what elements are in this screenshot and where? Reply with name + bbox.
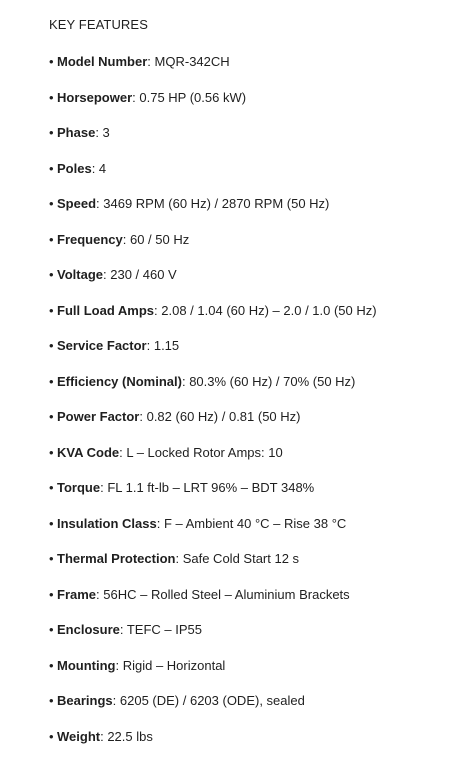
feature-item — [49, 125, 460, 141]
feature-list — [49, 54, 460, 745]
feature-item — [49, 196, 460, 212]
feature-key: Service Factor — [57, 338, 147, 353]
feature-separator: : — [175, 551, 183, 566]
bullet: • — [49, 728, 54, 744]
feature-value: 3 — [102, 125, 110, 140]
feature-separator: : — [91, 160, 99, 176]
feature-separator: : — [147, 54, 155, 69]
bullet: • — [49, 373, 54, 389]
feature-value: 0.82 (60 Hz) / 0.81 (50 Hz) — [146, 409, 301, 424]
feature-item — [49, 54, 460, 70]
feature-value: FL 1.1 ft-lb – LRT 96% – BDT 348% — [107, 480, 315, 495]
bullet: • — [49, 444, 54, 460]
feature-key: Phase — [57, 125, 96, 140]
feature-key: Voltage — [57, 267, 103, 282]
bullet: • — [49, 586, 54, 602]
feature-separator: : — [100, 728, 108, 744]
feature-value: Safe Cold Start 12 s — [182, 551, 300, 566]
bullet: • — [49, 89, 54, 105]
feature-separator: : — [96, 196, 104, 211]
feature-separator: : — [112, 693, 120, 708]
feature-key: Speed — [57, 196, 97, 211]
bullet: • — [49, 302, 54, 318]
feature-item — [49, 445, 460, 461]
feature-key: Power Factor — [57, 409, 140, 424]
bullet: • — [49, 125, 54, 140]
feature-separator: : — [103, 267, 111, 282]
feature-key: Thermal Protection — [57, 551, 176, 566]
feature-item — [49, 480, 460, 496]
feature-key: Model Number — [57, 54, 148, 69]
feature-value: 0.75 HP (0.56 kW) — [139, 89, 247, 105]
bullet: • — [49, 515, 54, 531]
feature-key: KVA Code — [57, 444, 120, 460]
feature-value: 56HC – Rolled Steel – Aluminium Brackets — [103, 586, 350, 602]
feature-item — [49, 161, 460, 177]
feature-value: 1.15 — [153, 338, 180, 353]
feature-value: 60 / 50 Hz — [129, 231, 190, 247]
feature-item — [49, 693, 460, 709]
feature-value: L – Locked Rotor Amps: 10 — [126, 444, 283, 460]
feature-key: Enclosure — [57, 622, 120, 637]
section-heading: KEY FEATURES — [49, 17, 148, 32]
bullet: • — [49, 409, 54, 424]
feature-item — [49, 729, 460, 745]
feature-item — [49, 516, 460, 532]
feature-value: 80.3% (60 Hz) / 70% (50 Hz) — [189, 373, 356, 389]
feature-key: Frequency — [57, 231, 123, 247]
feature-separator: : — [95, 125, 103, 140]
feature-separator: : — [119, 444, 127, 460]
feature-key: Weight — [57, 728, 101, 744]
bullet: • — [49, 693, 54, 708]
feature-item — [49, 267, 460, 283]
bullet: • — [49, 657, 54, 673]
feature-separator: : — [156, 515, 164, 531]
feature-key: Insulation Class — [57, 515, 157, 531]
feature-value: 3469 RPM (60 Hz) / 2870 RPM (50 Hz) — [103, 196, 330, 211]
feature-value: 2.08 / 1.04 (60 Hz) – 2.0 / 1.0 (50 Hz) — [161, 302, 377, 318]
feature-separator: : — [139, 409, 147, 424]
feature-item — [49, 658, 460, 674]
bullet: • — [49, 231, 54, 247]
feature-separator: : — [181, 373, 190, 389]
feature-separator: : — [96, 586, 104, 602]
bullet: • — [49, 196, 54, 211]
feature-value: 6205 (DE) / 6203 (ODE), sealed — [119, 693, 305, 708]
bullet: • — [49, 267, 54, 282]
feature-item — [49, 232, 460, 248]
feature-item — [49, 551, 460, 567]
bullet: • — [49, 54, 54, 69]
feature-item — [49, 90, 460, 106]
feature-key: Frame — [57, 586, 97, 602]
feature-separator: : — [154, 302, 162, 318]
feature-separator: : — [146, 338, 154, 353]
feature-value: Rigid – Horizontal — [122, 657, 226, 673]
feature-item — [49, 303, 460, 319]
feature-value: TEFC – IP55 — [126, 622, 202, 637]
feature-key: Bearings — [57, 693, 113, 708]
feature-item — [49, 409, 460, 425]
feature-key: Torque — [57, 480, 101, 495]
feature-separator: : — [122, 231, 130, 247]
bullet: • — [49, 160, 54, 176]
bullet: • — [49, 480, 54, 495]
feature-key: Full Load Amps — [57, 302, 155, 318]
bullet: • — [49, 338, 54, 353]
feature-key: Mounting — [57, 657, 116, 673]
feature-key: Efficiency (Nominal) — [57, 373, 182, 389]
feature-value: 22.5 lbs — [107, 728, 153, 744]
feature-separator: : — [119, 622, 127, 637]
feature-key: Horsepower — [57, 89, 133, 105]
feature-separator: : — [115, 657, 123, 673]
feature-separator: : — [100, 480, 108, 495]
feature-value: 230 / 460 V — [110, 267, 177, 282]
feature-item — [49, 338, 460, 354]
feature-key: Poles — [57, 160, 92, 176]
bullet: • — [49, 622, 54, 637]
feature-item — [49, 622, 460, 638]
bullet: • — [49, 551, 54, 566]
feature-item — [49, 374, 460, 390]
feature-item — [49, 587, 460, 603]
feature-value: 4 — [98, 160, 107, 176]
feature-value: F – Ambient 40 °C – Rise 38 °C — [163, 515, 347, 531]
feature-value: MQR-342CH — [154, 54, 230, 69]
feature-separator: : — [132, 89, 140, 105]
